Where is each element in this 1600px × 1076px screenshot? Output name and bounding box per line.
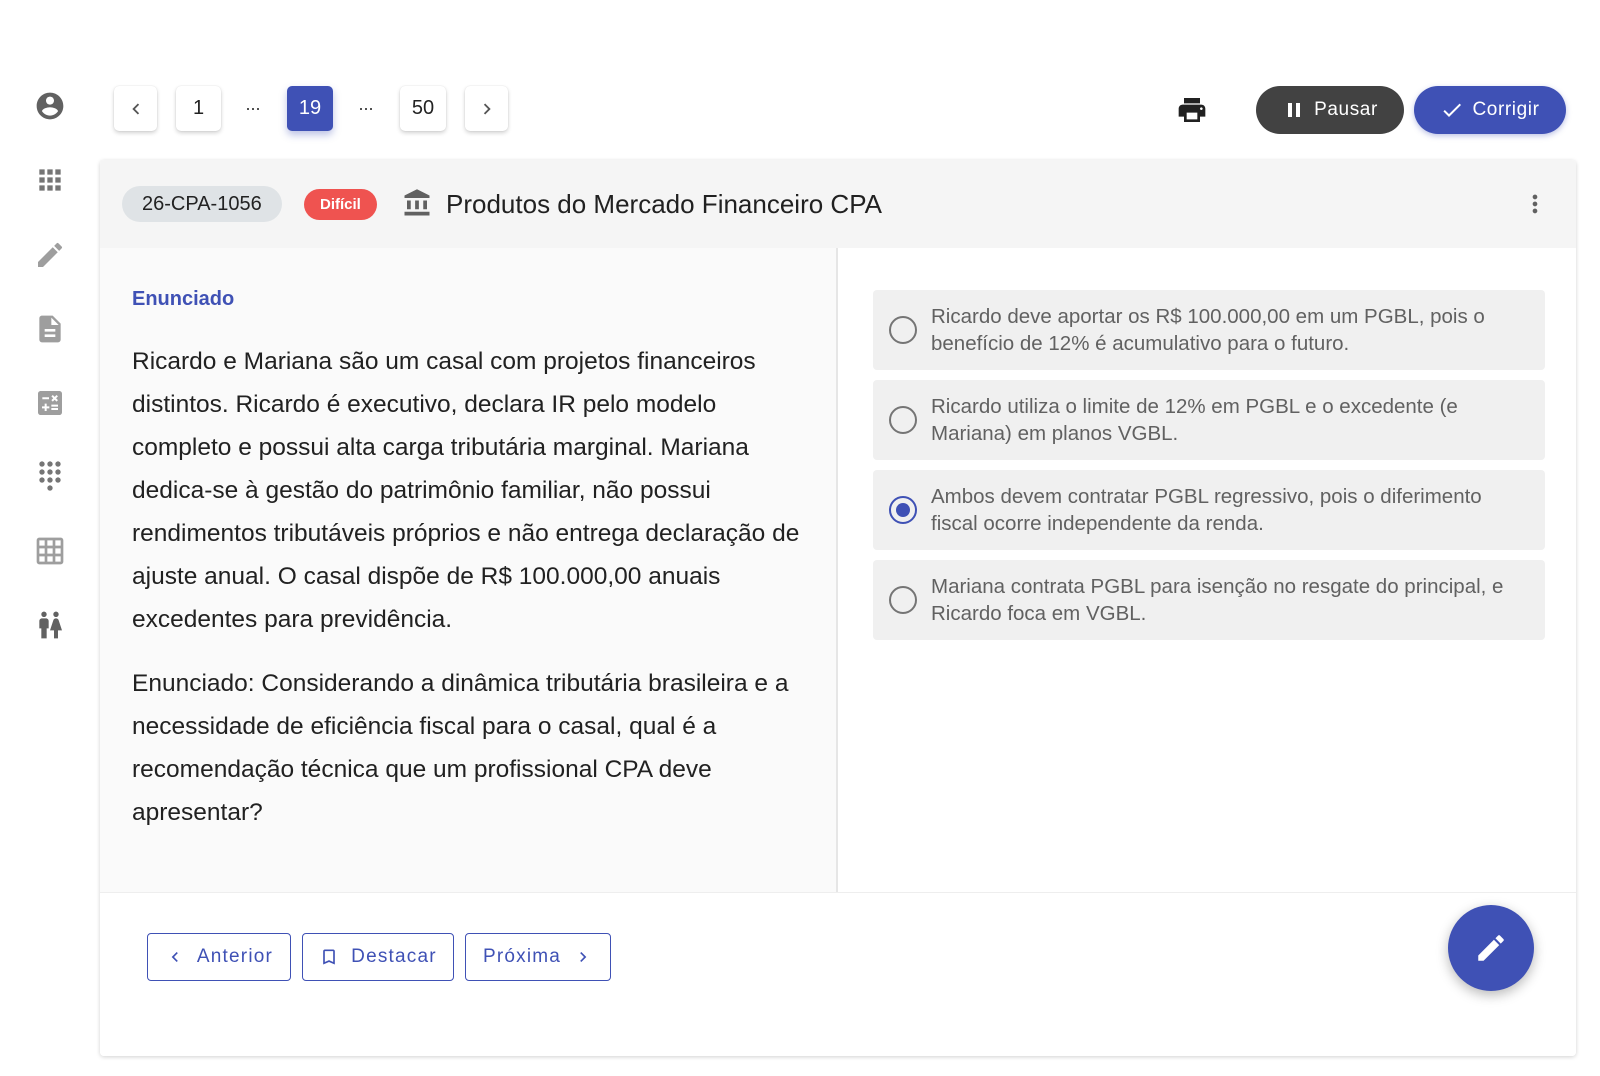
next-page-button[interactable] [465, 86, 508, 131]
print-button[interactable] [1172, 90, 1212, 130]
highlight-label: Destacar [351, 946, 437, 967]
previous-label: Anterior [196, 946, 274, 967]
radio-button[interactable] [889, 406, 917, 434]
dialpad-icon [34, 460, 66, 492]
statement-paragraph: Enunciado: Considerando a dinâmica tributária brasileira e a necessidade de eficiência fiscal para o casal, qual é a recomendação técnica que um profissional CPA deve apresentar? [132, 670, 789, 826]
grid-icon [34, 164, 66, 196]
pagination-ellipsis: ... [245, 94, 261, 114]
question-code-chip: 26-CPA-1056 [122, 186, 282, 222]
option-text: Ricardo deve aportar os R$ 100.000,00 em um PGBL, pois o benefício de 12% é acumulativo para o futuro. [931, 305, 1485, 355]
sidebar-item-people[interactable] [30, 605, 70, 645]
answer-option-selected[interactable] [873, 470, 1545, 550]
next-question-button[interactable] [465, 933, 611, 981]
highlight-button[interactable] [302, 933, 454, 981]
difficulty-badge: Difícil [304, 189, 377, 220]
prev-page-button[interactable] [114, 86, 157, 131]
statement-paragraph: Ricardo e Mariana são um casal com projetos financeiros distintos. Ricardo é executivo, declara IR pelo modelo completo e possui alta carga tributária marginal. Mariana dedica-se à gestão do patrimônio familiar, não possui rendimentos tributáveis próprios e não entrega declaração de ajuste anual. O casal dispõe de R$ 100.000,00 anuais excedentes para previdência. [132, 348, 800, 633]
answer-option[interactable] [873, 290, 1545, 370]
pencil-icon [1474, 931, 1508, 965]
correct-label: Corrigir [1472, 99, 1540, 120]
sidebar-item-table[interactable] [30, 531, 70, 571]
calculator-icon [34, 387, 66, 419]
chevron-right-icon [476, 98, 498, 120]
sidebar-item-edit[interactable] [30, 235, 70, 275]
pagination-ellipsis: ... [358, 94, 374, 114]
bank-icon [402, 188, 432, 218]
more-options-button[interactable] [1520, 186, 1550, 222]
chevron-right-icon [573, 947, 593, 967]
radio-button-checked[interactable] [889, 496, 917, 524]
sidebar-item-profile[interactable] [30, 86, 70, 126]
option-text: Mariana contrata PGBL para isenção no resgate do principal, e Ricardo foca em VGBL. [931, 575, 1504, 625]
next-label: Próxima [482, 946, 562, 967]
question-header [100, 160, 1576, 248]
statement-pane [100, 248, 838, 892]
page-button-current[interactable]: 19 [287, 86, 333, 131]
sidebar-item-dialpad[interactable] [30, 456, 70, 496]
table-icon [34, 535, 66, 567]
check-icon [1440, 98, 1464, 122]
answer-option[interactable] [873, 560, 1545, 640]
chevron-left-icon [125, 98, 147, 120]
subject-title: Produtos do Mercado Financeiro CPA [446, 189, 882, 219]
chevron-left-icon [165, 947, 185, 967]
options-pane [840, 248, 1576, 892]
previous-question-button[interactable] [147, 933, 291, 981]
sidebar-item-apps[interactable] [30, 160, 70, 200]
page-button-last[interactable]: 50 [400, 86, 446, 131]
top-toolbar [114, 86, 1570, 136]
answer-option[interactable] [873, 380, 1545, 460]
pause-button[interactable] [1256, 86, 1404, 134]
bookmark-icon [319, 947, 339, 967]
document-icon [34, 313, 66, 345]
more-vert-icon [1521, 190, 1549, 218]
pause-icon [1282, 98, 1306, 122]
radio-button[interactable] [889, 586, 917, 614]
people-icon [34, 609, 66, 641]
correct-button[interactable] [1414, 86, 1566, 134]
account-circle-icon [34, 90, 66, 122]
pencil-icon [34, 239, 66, 271]
question-statement [132, 340, 812, 855]
option-text: Ricardo utiliza o limite de 12% em PGBL e o excedente (e Mariana) em planos VGBL. [931, 395, 1458, 445]
sidebar-item-document[interactable] [30, 309, 70, 349]
printer-icon [1176, 94, 1208, 126]
sidebar-item-calculator[interactable] [30, 383, 70, 423]
edit-fab-button[interactable] [1448, 905, 1534, 991]
radio-button[interactable] [889, 316, 917, 344]
question-footer [100, 892, 1576, 1056]
section-label: Enunciado [132, 288, 235, 310]
pause-label: Pausar [1314, 99, 1378, 120]
option-text: Ambos devem contratar PGBL regressivo, pois o diferimento fiscal ocorre independente da renda. [931, 485, 1482, 535]
page-button-1[interactable]: 1 [176, 86, 221, 131]
question-card [100, 160, 1576, 1056]
